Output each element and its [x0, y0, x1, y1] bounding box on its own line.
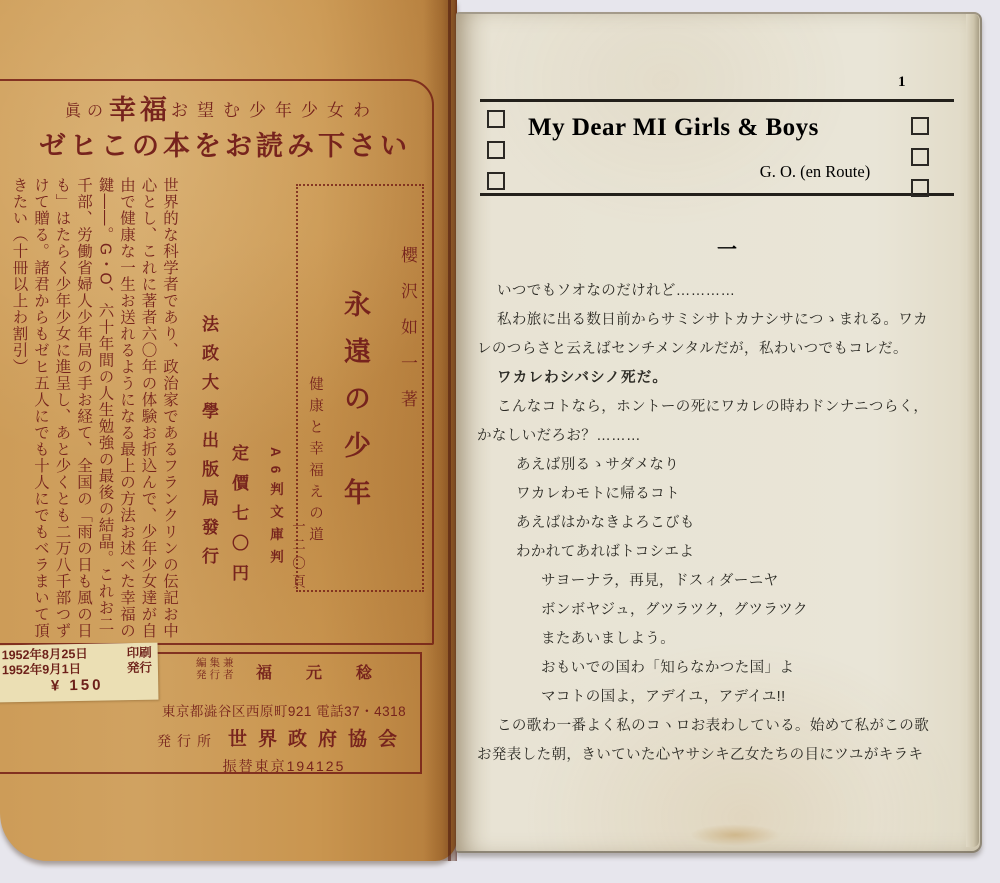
ad-column: 由で健康な一生お送れるようになる最上の方法お述べた幸福の	[118, 177, 135, 639]
sticker-issue-date: 1952年9月1日	[1, 661, 82, 678]
book-author: 櫻沢如一著	[398, 246, 417, 426]
ad-column: 心とし、これに著者六〇年の体験お折込んで、少年少女達が自	[139, 177, 157, 639]
ad-column: けて贈る。諸君からもゼヒ五人にでも十人にでもベラまいて頂	[32, 177, 49, 639]
ornament-square	[911, 179, 929, 197]
body-line: マコトの国よ，アデイユ，アデイユ!!	[541, 689, 786, 705]
headline-segment: 眞の	[64, 103, 109, 120]
header-rule-bottom	[480, 193, 954, 196]
book-subtitle: 健康と幸福えの道	[307, 376, 323, 548]
body-line: お発表した朝，きいていた心ヤサシキ乙女たちの目にツユがキラキ	[477, 747, 924, 763]
book-pages: 一二〇頁	[290, 519, 305, 593]
colophon-publisher-name: 世界政府協会	[228, 729, 409, 750]
colophon-editor-label	[196, 657, 237, 681]
left-page	[0, 0, 457, 861]
header-rule-top	[480, 99, 954, 102]
ad-column: も」はたらく少年少女に進呈し、あと少くとも二万八千部つず	[53, 177, 71, 639]
body-line: いつでもソオなのだけれど…………	[497, 283, 736, 299]
chapter-byline: G. O. (en Route)	[759, 162, 871, 181]
book-price: 定價七〇円	[229, 444, 248, 594]
price-sticker	[0, 643, 158, 703]
sticker-issue-label: 発行	[126, 660, 153, 676]
book-title: 永遠の少年	[340, 290, 370, 525]
body-line: かなしいだろお？………	[477, 428, 641, 444]
body-line: ワカレわモトに帰るコト	[516, 486, 680, 502]
ornament-square	[487, 141, 505, 159]
body-line: レのつらさと云えばセンチメンタルだが，私わいつでもコレだ。	[477, 341, 908, 357]
body-line: あえば別るゝサダメなり	[516, 457, 680, 473]
colophon-address: 東京都澁谷区西原町921 電話37・4318	[161, 704, 407, 719]
body-line: ワカレわシバシノ死だ。	[497, 370, 669, 386]
headline-segment-emphasis: 幸福	[109, 95, 171, 125]
page-fore-edge	[966, 14, 979, 847]
ad-headline-second-line: ゼヒこの本をお読み下さい	[39, 131, 411, 161]
headline-segment: お望む少年少女わ	[171, 101, 379, 120]
body-line: ボンボヤジュ，グツラツク，グツラツク	[541, 602, 808, 618]
chapter-title: My Dear MI Girls & Boys	[528, 114, 819, 141]
ornament-square	[487, 172, 505, 190]
sticker-print-date: 1952年8月25日	[1, 646, 88, 663]
body-line: この歌わ一番よく私のコヽロお表わしている。始めて私がこの歌	[497, 718, 930, 734]
body-line: わかれてあればトコシエよ	[516, 544, 695, 560]
page-number: 1	[898, 74, 906, 90]
ad-column: 千部、労働省婦人少年局の手お経て、全国の「雨の日も風の日	[75, 177, 92, 639]
body-line: サヨーナラ，再見，ドスィダーニヤ	[541, 573, 779, 589]
ad-column: 世界的な科学者であり、政治家であるフランクリンの伝記お中	[161, 177, 178, 639]
body-line: こんなコトなら，ホントーの死にワカレの時わドンナニつらく，	[497, 399, 929, 415]
colophon-editor-name: 福 元 稔	[256, 665, 382, 682]
body-line: あえばはかなきよろこびも	[516, 515, 695, 531]
body-line: またあいましよう。	[541, 631, 676, 647]
book-format: A6判文庫判	[268, 447, 283, 573]
ad-headline	[22, 88, 422, 127]
body-line: 私わ旅に出る数日前からサミシサトカナシサにつゝまれる。ワカ	[497, 312, 929, 328]
chapter-body-text	[477, 277, 937, 770]
sticker-print-label: 印刷	[126, 645, 152, 661]
editor-label-line1: 編集兼	[196, 657, 237, 669]
ornament-square	[911, 148, 929, 166]
ad-column: 鍵――。G・O、六十年間の人生勉強の最後の結晶。これお二	[96, 177, 114, 633]
ad-body-vertical-text	[8, 177, 180, 655]
book-publisher: 法政大學出版局發行	[199, 315, 218, 576]
paper-stain	[690, 824, 780, 846]
gutter-line	[448, 0, 451, 861]
sticker-price: ¥ 150	[50, 676, 104, 695]
editor-label-line2: 発行者	[196, 669, 237, 681]
ornament-square	[911, 117, 929, 135]
ornament-square	[487, 110, 505, 128]
body-line: おもいでの国わ「知らなかつた国」よ	[541, 660, 795, 676]
colophon-publisher-label: 発行所	[157, 733, 217, 749]
colophon-postal-account: 振替東京194125	[222, 758, 346, 774]
ad-column: きたい（十冊以上わ割引）	[10, 177, 28, 375]
section-marker: 一	[717, 239, 737, 261]
gutter-shadow	[423, 0, 457, 861]
